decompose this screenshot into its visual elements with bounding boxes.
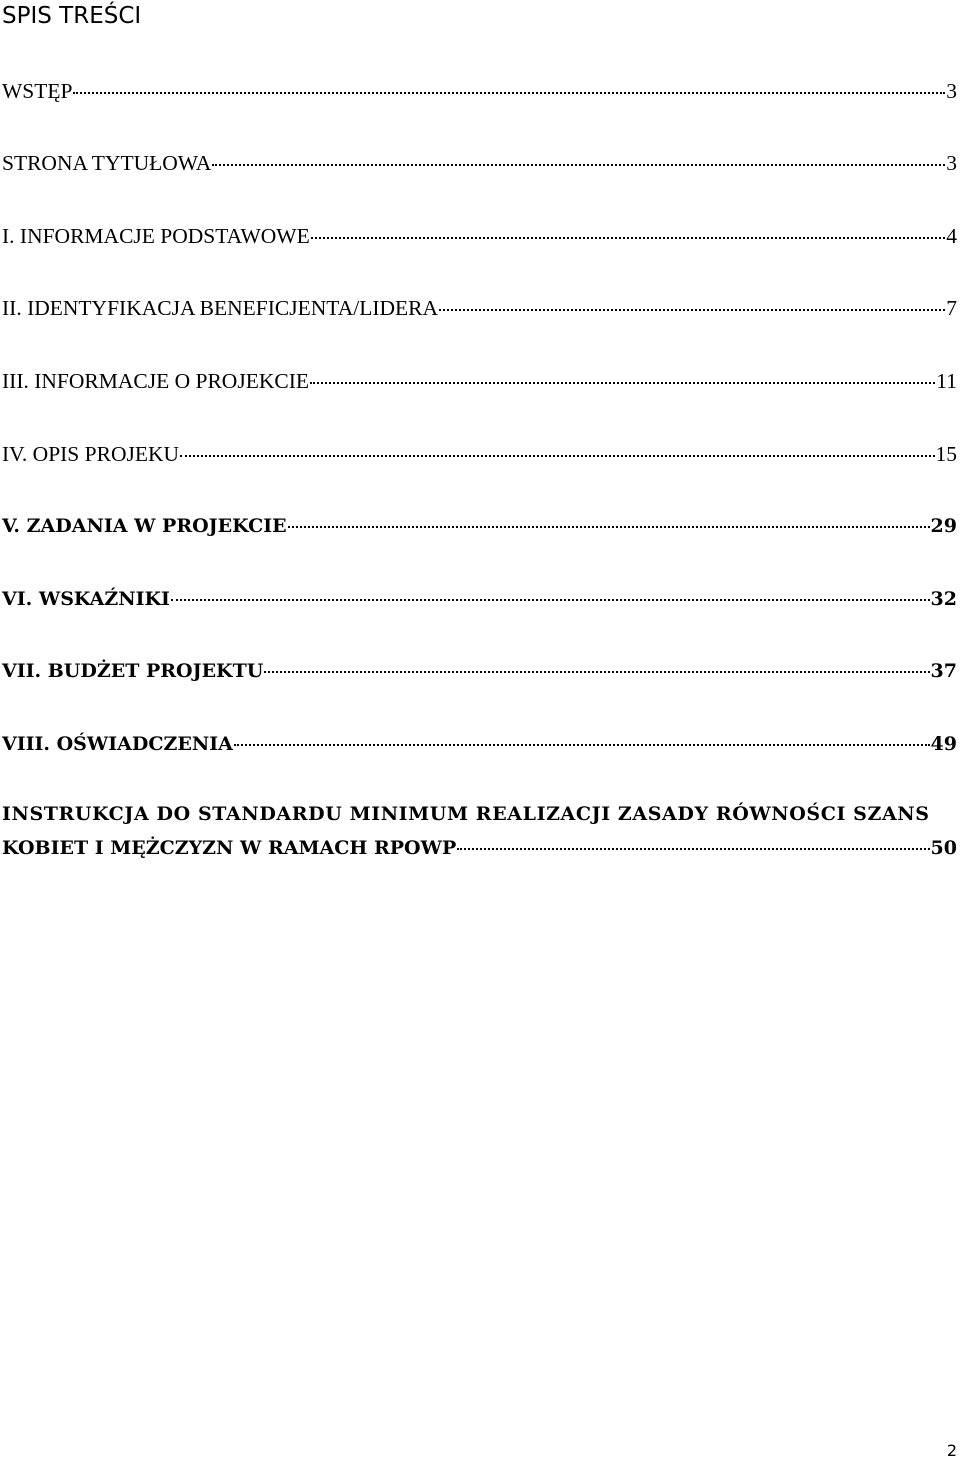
toc-entry-page: 32 bbox=[930, 588, 957, 610]
toc-entry[interactable] bbox=[2, 730, 957, 758]
toc-entry-page: 29 bbox=[930, 515, 957, 537]
dot-leader bbox=[73, 92, 945, 94]
toc-entry-page: 3 bbox=[946, 151, 957, 175]
dot-leader bbox=[311, 237, 946, 239]
dot-leader bbox=[234, 744, 930, 746]
toc-entry-title-line1: INSTRUKCJA DO STANDARDU MINIMUM REALIZACJI ZASADY RÓWNOŚCI SZANS bbox=[2, 803, 930, 825]
toc-entry[interactable] bbox=[2, 294, 957, 322]
dot-leader bbox=[310, 382, 935, 384]
page-number: 2 bbox=[946, 1441, 957, 1460]
toc-entry[interactable] bbox=[2, 512, 957, 540]
toc-entry-title: STRONA TYTUŁOWA bbox=[2, 151, 212, 175]
toc-entry[interactable] bbox=[2, 657, 957, 685]
dot-leader bbox=[212, 164, 945, 166]
toc-entry[interactable] bbox=[2, 222, 957, 250]
toc-entry-title: II. IDENTYFIKACJA BENEFICJENTA/LIDERA bbox=[2, 296, 439, 320]
toc-entry[interactable] bbox=[2, 149, 957, 177]
toc-entry-title: V. ZADANIA W PROJEKCIE bbox=[2, 515, 287, 537]
toc-entry[interactable] bbox=[2, 440, 957, 468]
toc-heading: SPIS TREŚCI bbox=[2, 3, 142, 29]
toc-entry-page: 50 bbox=[930, 837, 957, 859]
toc-entry-multiline[interactable] bbox=[2, 797, 957, 865]
dot-leader bbox=[288, 526, 930, 528]
toc-entry-page: 11 bbox=[936, 369, 957, 393]
toc-entry-page: 15 bbox=[935, 442, 957, 466]
dot-leader bbox=[457, 848, 929, 850]
toc-entry-title: I. INFORMACJE PODSTAWOWE bbox=[2, 224, 310, 248]
toc-entry-page: 37 bbox=[930, 660, 957, 682]
dot-leader bbox=[439, 309, 945, 311]
toc-entry[interactable] bbox=[2, 367, 957, 395]
dot-leader bbox=[171, 599, 930, 601]
toc-entry[interactable] bbox=[2, 77, 957, 105]
dot-leader bbox=[264, 671, 929, 673]
toc-entry-title: IV. OPIS PROJEKU bbox=[2, 442, 180, 466]
toc-entry-title: VII. BUDŻET PROJEKTU bbox=[2, 660, 264, 682]
toc-entry-title-line2: KOBIET I MĘŻCZYZN W RAMACH RPOWP bbox=[2, 837, 457, 859]
toc-entry[interactable] bbox=[2, 585, 957, 613]
toc-entry-page: 49 bbox=[930, 733, 957, 755]
toc-entry-page: 7 bbox=[946, 296, 957, 320]
toc-entry-page: 4 bbox=[946, 224, 957, 248]
toc-entry-title: VIII. OŚWIADCZENIA bbox=[2, 733, 233, 755]
toc-entry-title: VI. WSKAŹNIKI bbox=[2, 588, 170, 610]
toc-entry-title: III. INFORMACJE O PROJEKCIE bbox=[2, 369, 309, 393]
dot-leader bbox=[180, 455, 934, 457]
toc-entry-page: 3 bbox=[946, 79, 957, 103]
toc-entry-title: WSTĘP bbox=[2, 79, 73, 103]
toc-entry-line2 bbox=[2, 831, 957, 865]
